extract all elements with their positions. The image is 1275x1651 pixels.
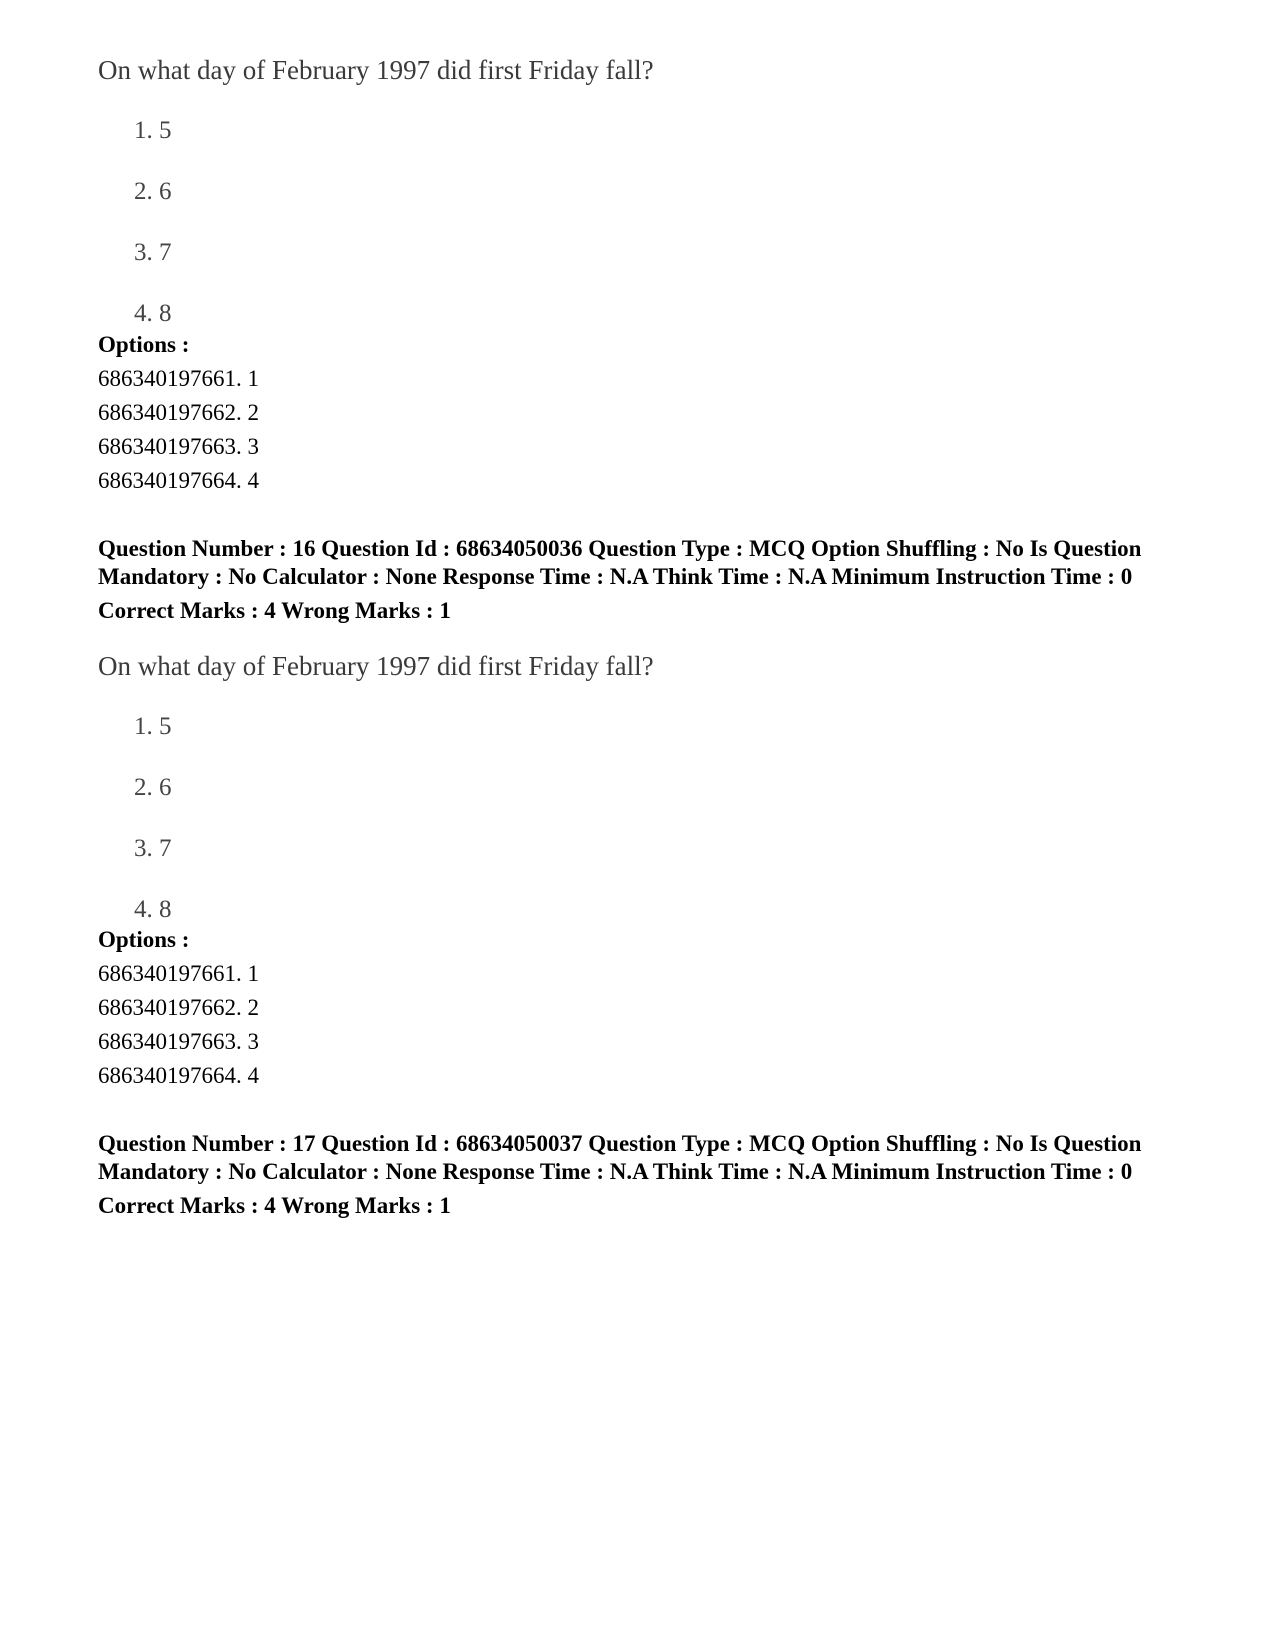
option-line: 686340197662. 2 <box>98 400 259 425</box>
question-meta: Question Number : 16 Question Id : 68634050036 Question Type : MCQ Option Shuffling : No Is Question Mandatory : No Calculator : None Response Time : N.A Think Time : N.A Minimum Instruction Time : 0 <box>98 536 1142 589</box>
choice-item: 4. 8 <box>134 300 172 327</box>
option-line: 686340197661. 1 <box>98 366 259 391</box>
question-header <box>98 1130 1198 1220</box>
question-text: On what day of February 1997 did first Friday fall? <box>98 651 654 681</box>
options-label: Options : <box>98 927 190 952</box>
choice-item: 2. 6 <box>134 774 172 801</box>
options-block <box>98 925 1198 1093</box>
choice-item: 2. 6 <box>134 178 172 205</box>
question-image <box>98 650 798 940</box>
option-line: 686340197664. 4 <box>98 1063 259 1088</box>
choice-item: 1. 5 <box>134 713 172 740</box>
question-header <box>98 535 1198 625</box>
options-label: Options : <box>98 332 190 357</box>
option-line: 686340197661. 1 <box>98 961 259 986</box>
option-line: 686340197662. 2 <box>98 995 259 1020</box>
question-image <box>98 54 798 344</box>
option-line: 686340197663. 3 <box>98 1029 259 1054</box>
question-meta: Question Number : 17 Question Id : 68634050037 Question Type : MCQ Option Shuffling : No Is Question Mandatory : No Calculator : None Response Time : N.A Think Time : N.A Minimum Instruction Time : 0 <box>98 1131 1142 1184</box>
options-block <box>98 330 1198 498</box>
question-marks: Correct Marks : 4 Wrong Marks : 1 <box>98 1193 451 1218</box>
choice-item: 3. 7 <box>134 239 172 266</box>
choice-item: 3. 7 <box>134 835 172 862</box>
option-line: 686340197663. 3 <box>98 434 259 459</box>
choice-item: 4. 8 <box>134 896 172 923</box>
question-text: On what day of February 1997 did first Friday fall? <box>98 55 654 85</box>
question-marks: Correct Marks : 4 Wrong Marks : 1 <box>98 598 451 623</box>
option-line: 686340197664. 4 <box>98 468 259 493</box>
choice-item: 1. 5 <box>134 117 172 144</box>
